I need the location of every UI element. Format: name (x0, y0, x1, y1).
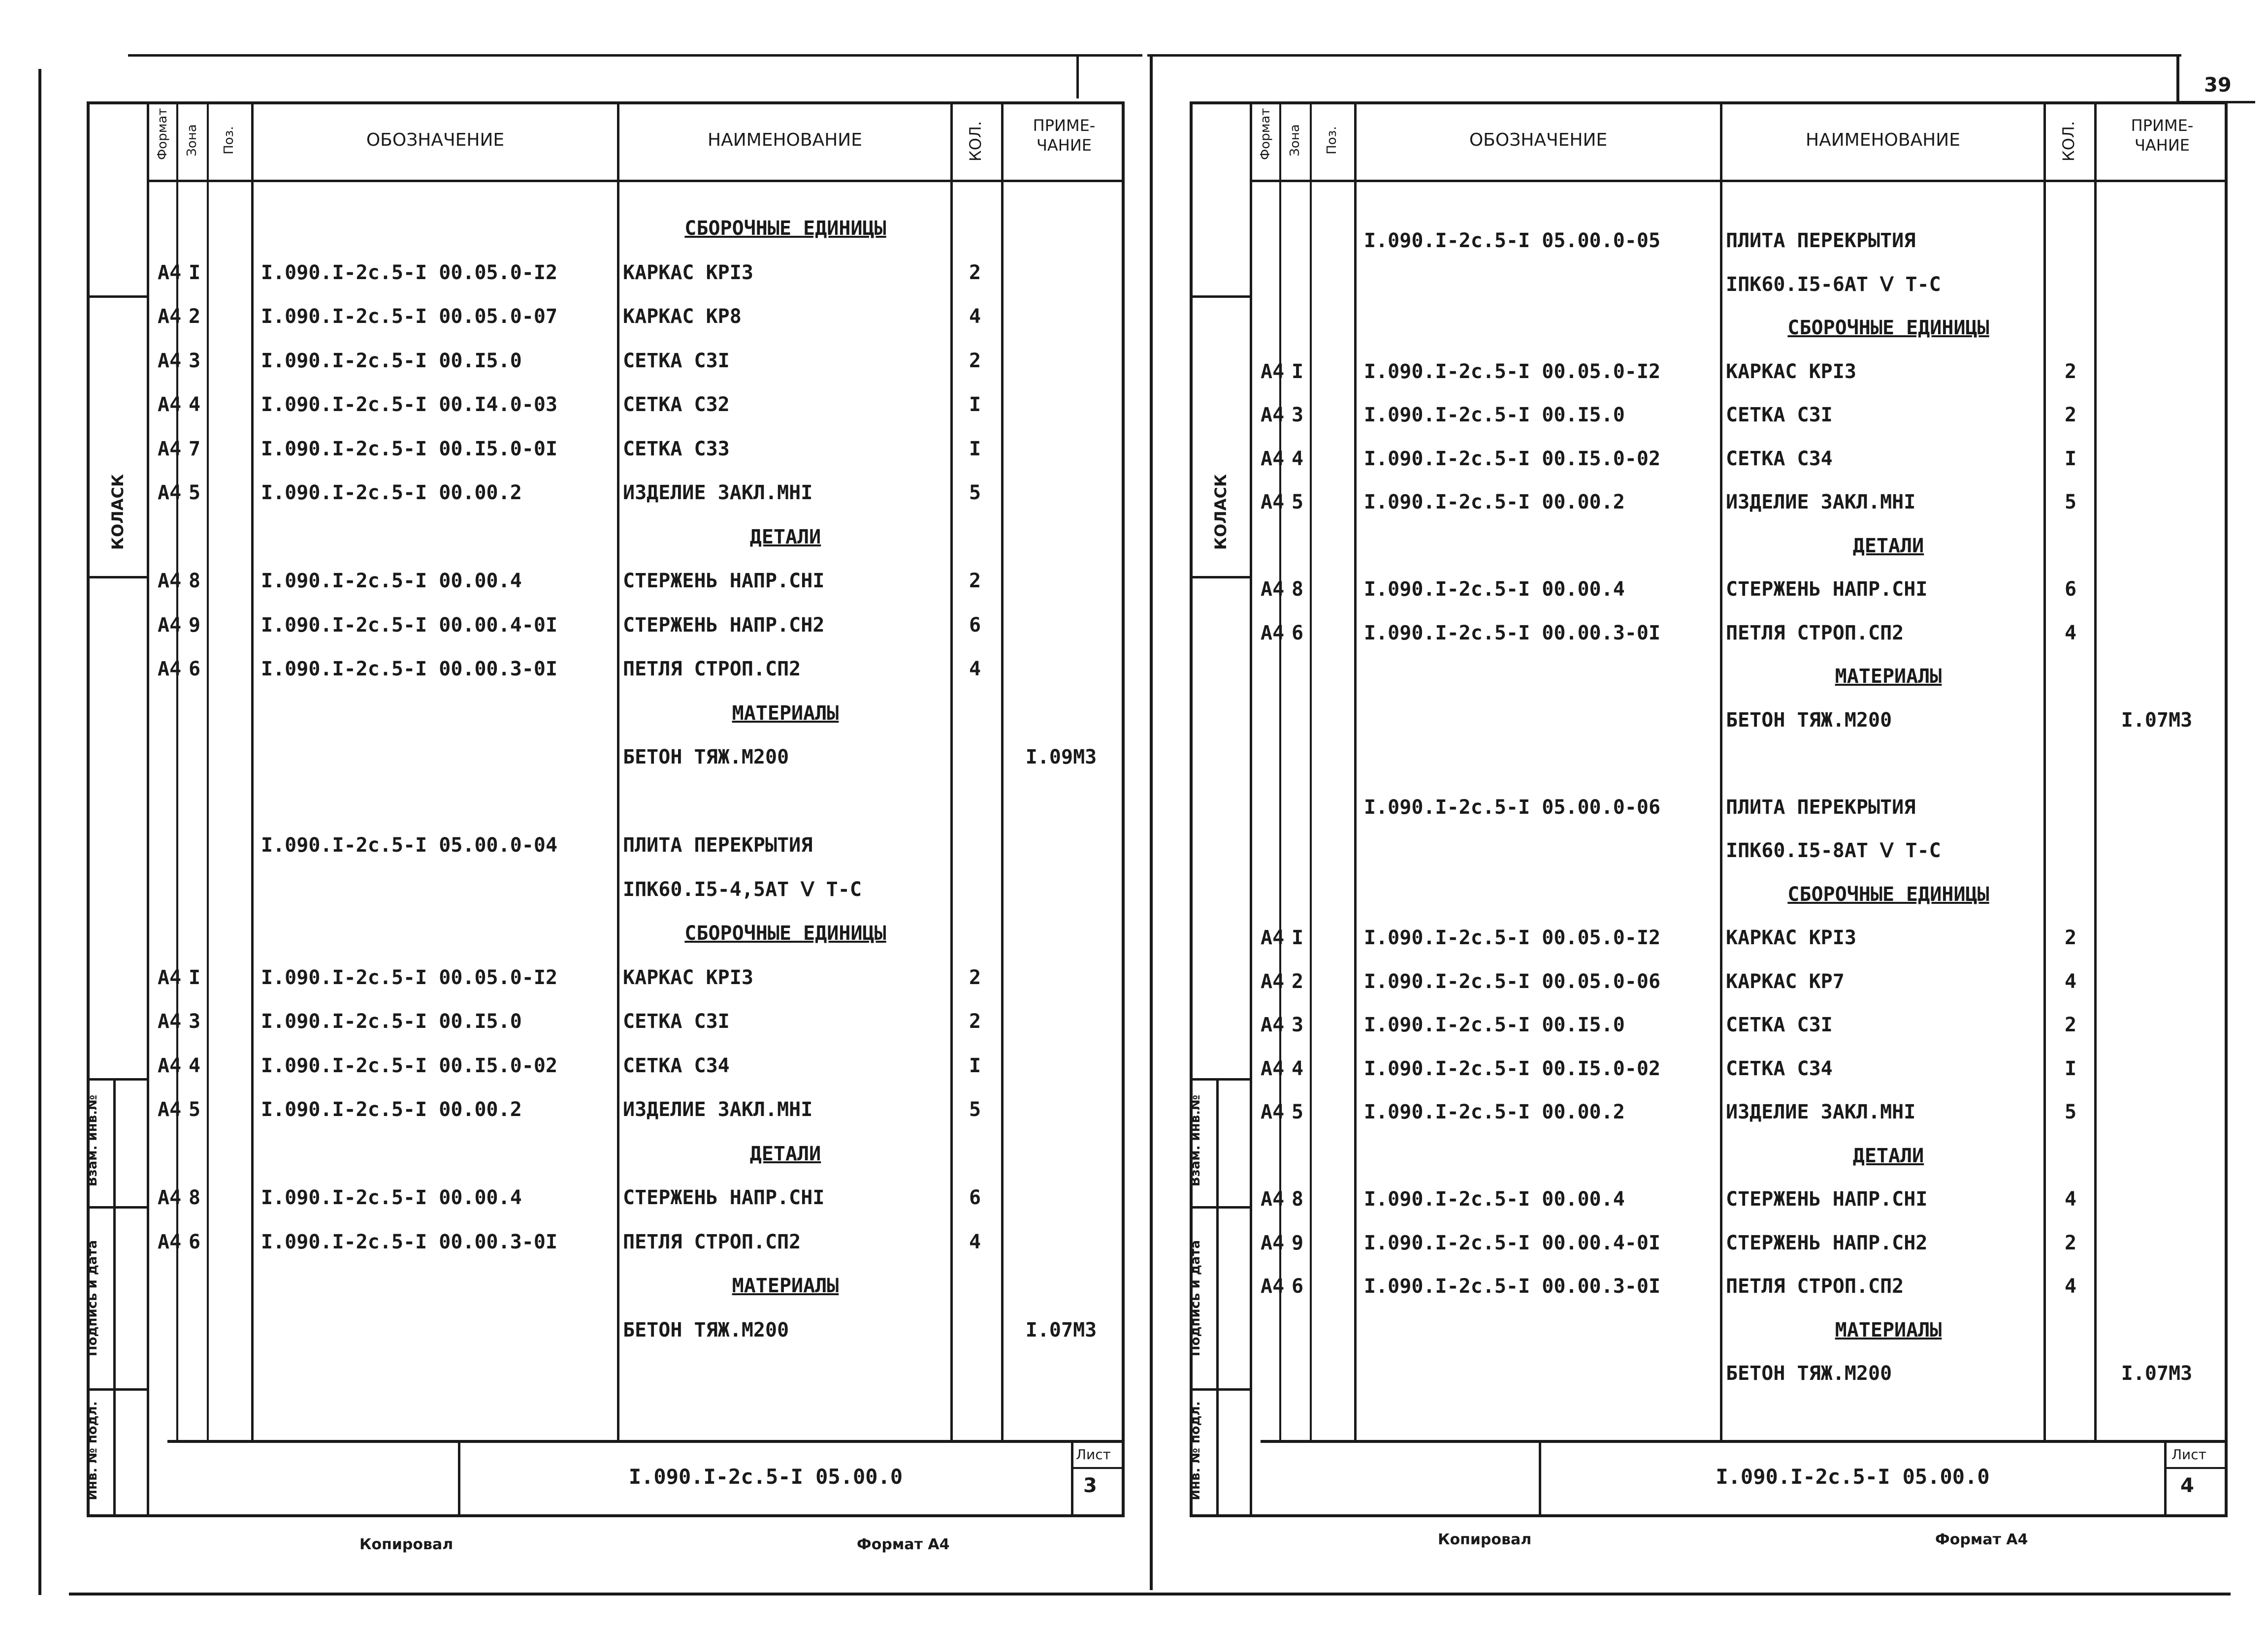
format-cell: А4 (1261, 621, 1285, 644)
position-cell: 6 (188, 658, 201, 680)
name-cell: БЕТОН ТЯЖ.М200 (1726, 1362, 1892, 1385)
position-cell: 3 (188, 349, 201, 372)
designation-cell: I.090.I-2c.5-I 00.00.3-0I (261, 658, 558, 680)
spec-row (1251, 568, 2228, 611)
format-cell: А4 (1261, 1275, 1285, 1298)
quantity-cell: 4 (2064, 970, 2077, 993)
right-stamp-top (1261, 1440, 2228, 1443)
right-sheet-label: Лист (2171, 1446, 2206, 1463)
right-margin-box-line1 (1190, 295, 1251, 298)
left-tab-mark (1076, 54, 1079, 98)
spec-row (148, 1309, 1125, 1352)
designation-cell: I.090.I-2c.5-I 00.I5.0-0I (261, 437, 558, 460)
left-stamp-code: I.090.I-2c.5-I 05.00.0 (628, 1465, 903, 1489)
name-cell: ПЕТЛЯ СТРОП.СП2 (623, 658, 801, 680)
format-cell: А4 (158, 658, 182, 680)
quantity-cell: 2 (969, 570, 981, 592)
quantity-cell: 2 (969, 349, 981, 372)
section-heading-row (148, 1264, 1125, 1308)
left-hdr-name: НАИМЕНОВАНИЕ (708, 130, 862, 150)
name-cell: СТЕРЖЕНЬ НАПР.СНI (623, 1186, 825, 1209)
quantity-cell: 2 (969, 1010, 981, 1033)
spec-row (148, 647, 1125, 691)
name-cell: СБОРОЧНЫЕ ЕДИНИЦЫ (1787, 883, 1989, 906)
spec-row (148, 868, 1125, 911)
outer-bottom-border (69, 1593, 2231, 1596)
name-cell: ИЗДЕЛИЕ ЗАКЛ.МНI (1726, 1101, 1916, 1123)
name-cell: ПЛИТА ПЕРЕКРЫТИЯ (623, 834, 813, 857)
position-cell: 5 (188, 1098, 201, 1121)
left-vzam-label: Взам. инв.№ (85, 1094, 100, 1187)
name-cell: СТЕРЖЕНЬ НАПР.СН2 (623, 613, 825, 637)
designation-cell: I.090.I-2c.5-I 00.05.0-I2 (1364, 926, 1661, 949)
left-margin-box-line4 (87, 1078, 148, 1081)
designation-cell: I.090.I-2c.5-I 00.00.4 (261, 570, 522, 592)
name-cell: МАТЕРИАЛЫ (732, 702, 839, 725)
designation-cell: I.090.I-2c.5-I 00.00.2 (261, 1098, 522, 1121)
format-cell: А4 (158, 1054, 182, 1077)
top-rule-left (128, 54, 1142, 57)
quantity-cell: 4 (969, 658, 981, 680)
designation-cell: I.090.I-2c.5-I 00.I5.0 (1364, 1014, 1625, 1036)
section-heading-row (148, 692, 1125, 735)
position-cell: 2 (188, 305, 201, 328)
position-cell: 4 (1291, 1057, 1304, 1080)
position-cell: 5 (1291, 491, 1304, 513)
designation-cell: I.090.I-2c.5-I 00.00.2 (261, 481, 522, 504)
format-cell: А4 (158, 393, 182, 416)
spec-row (1251, 437, 2228, 480)
quantity-cell: 6 (2064, 578, 2077, 601)
spec-row (1251, 1221, 2228, 1265)
spec-row (148, 1044, 1125, 1087)
name-cell: СТЕРЖЕНЬ НАПР.СНI (623, 570, 825, 592)
spec-row (148, 1088, 1125, 1131)
left-stamp-top (167, 1440, 1125, 1443)
left-margin-box-line5 (87, 1206, 148, 1209)
quantity-cell: 5 (2064, 1101, 2077, 1123)
right-hdr-format: Формат (1258, 108, 1273, 160)
name-cell: ПЕТЛЯ СТРОП.СП2 (1726, 621, 1904, 644)
position-cell: 6 (1291, 621, 1304, 644)
left-hdr-qty: КОЛ. (966, 121, 985, 161)
name-cell: СТЕРЖЕНЬ НАПР.СНI (1726, 578, 1928, 601)
name-cell: СБОРОЧНЫЕ ЕДИНИЦЫ (684, 217, 886, 240)
spec-row (1251, 1047, 2228, 1090)
name-cell: IПК60.I5-4,5АТ Ⅴ Т-С (623, 878, 862, 901)
name-cell: ИЗДЕЛИЕ ЗАКЛ.МНI (623, 1098, 813, 1121)
left-sheet-label: Лист (1076, 1446, 1111, 1463)
spec-row (1251, 393, 2228, 437)
right-footer-format: Формат А4 (1935, 1531, 2028, 1548)
spec-row (1251, 219, 2228, 262)
format-cell: А4 (158, 1186, 182, 1209)
spec-row (148, 383, 1125, 426)
right-hdr-pos: Поз. (1325, 126, 1339, 155)
left-margin-box-line6 (87, 1388, 148, 1391)
right-stamp-div3 (2164, 1467, 2228, 1469)
quantity-cell: I (969, 1054, 981, 1077)
name-cell: СЕТКА С32 (623, 393, 730, 416)
spec-row (1251, 1352, 2228, 1395)
designation-cell: I.090.I-2c.5-I 00.05.0-I2 (261, 261, 558, 284)
section-heading-row (148, 207, 1125, 250)
section-heading-row (1251, 524, 2228, 568)
name-cell: ДЕТАЛИ (1852, 1144, 1924, 1167)
left-stamp-div3 (1071, 1467, 1125, 1469)
spec-row (1251, 786, 2228, 829)
name-cell: СБОРОЧНЫЕ ЕДИНИЦЫ (1787, 317, 1989, 339)
position-cell: 7 (188, 437, 201, 460)
position-cell: 3 (1291, 1014, 1304, 1036)
name-cell: БЕТОН ТЯЖ.М200 (623, 1318, 789, 1341)
spec-row (1251, 1178, 2228, 1221)
quantity-cell: 2 (2064, 1231, 2077, 1254)
quantity-cell: 2 (2064, 926, 2077, 949)
position-cell: 6 (188, 1230, 201, 1253)
section-heading-row (1251, 1309, 2228, 1352)
format-cell: А4 (1261, 447, 1285, 470)
left-hdr-zone: Зона (185, 124, 199, 157)
section-heading-row (1251, 306, 2228, 350)
position-cell: 8 (1291, 1188, 1304, 1211)
center-fold (1150, 54, 1153, 1590)
name-cell: СТЕРЖЕНЬ НАПР.СН2 (1726, 1231, 1928, 1254)
name-cell: СБОРОЧНЫЕ ЕДИНИЦЫ (684, 922, 886, 945)
designation-cell: I.090.I-2c.5-I 00.00.4-0I (1364, 1231, 1661, 1254)
spec-row (148, 471, 1125, 514)
spec-row (148, 1000, 1125, 1043)
quantity-cell: 5 (969, 1098, 981, 1121)
left-podpis-label: Подпись и дата (85, 1240, 100, 1357)
format-cell: А4 (1261, 1057, 1285, 1080)
name-cell: СТЕРЖЕНЬ НАПР.СНI (1726, 1188, 1928, 1211)
name-cell: КАРКАС КРI3 (623, 966, 753, 989)
position-cell: 9 (188, 613, 201, 637)
name-cell: ДЕТАЛИ (1852, 534, 1924, 557)
page-number-bracket (2176, 54, 2179, 103)
right-podpis-label: Подпись и дата (1188, 1240, 1203, 1357)
note-cell: I.07М3 (1025, 1318, 1097, 1341)
format-cell: А4 (1261, 970, 1285, 993)
left-hdr-pos: Поз. (222, 126, 236, 155)
section-heading-row (148, 515, 1125, 559)
name-cell: ПЕТЛЯ СТРОП.СП2 (1726, 1275, 1904, 1298)
designation-cell: I.090.I-2c.5-I 00.I5.0 (261, 349, 522, 372)
position-cell: 8 (188, 1186, 201, 1209)
note-cell: I.07М3 (2121, 1362, 2193, 1385)
format-cell: А4 (158, 1098, 182, 1121)
quantity-cell: 2 (969, 966, 981, 989)
name-cell: МАТЕРИАЛЫ (1835, 665, 1942, 688)
spec-row (1251, 480, 2228, 524)
name-cell: СЕТКА С34 (623, 1054, 730, 1077)
designation-cell: I.090.I-2c.5-I 00.I5.0-02 (1364, 1057, 1661, 1080)
right-hdr-designation: ОБОЗНАЧЕНИЕ (1469, 130, 1608, 150)
designation-cell: I.090.I-2c.5-I 00.00.3-0I (1364, 621, 1661, 644)
quantity-cell: I (969, 393, 981, 416)
right-hdr-name: НАИМЕНОВАНИЕ (1806, 130, 1960, 150)
note-cell: I.07М3 (2121, 708, 2193, 732)
right-margin-box-line4 (1190, 1078, 1251, 1081)
name-cell: IПК60.I5-8АТ Ⅴ Т-С (1726, 839, 1941, 862)
designation-cell: I.090.I-2c.5-I 00.00.2 (1364, 1101, 1625, 1123)
format-cell: А4 (158, 437, 182, 460)
spec-row (1251, 742, 2228, 785)
name-cell: ПЛИТА ПЕРЕКРЫТИЯ (1726, 796, 1916, 819)
format-cell: А4 (158, 613, 182, 637)
position-cell: I (188, 966, 201, 989)
left-header-bottom (147, 180, 1125, 182)
quantity-cell: 2 (2064, 1014, 2077, 1036)
format-cell: А4 (1261, 1188, 1285, 1211)
position-cell: 5 (1291, 1101, 1304, 1123)
format-cell: А4 (158, 1230, 182, 1253)
name-cell: СЕТКА С3I (623, 349, 730, 372)
designation-cell: I.090.I-2c.5-I 00.05.0-06 (1364, 970, 1661, 993)
quantity-cell: 2 (2064, 360, 2077, 383)
spec-row (1251, 611, 2228, 655)
right-kolaks-label: КОЛАСК (1211, 474, 1230, 550)
spec-row (148, 956, 1125, 999)
right-footer-copied: Копировал (1438, 1531, 1532, 1548)
position-cell: I (1291, 360, 1304, 383)
format-cell: А4 (158, 570, 182, 592)
spec-row (1251, 350, 2228, 393)
left-hdr-format: Формат (155, 108, 170, 160)
position-cell: 3 (188, 1010, 201, 1033)
left-stamp-div2 (1071, 1440, 1073, 1517)
right-vzam-label: Взам. инв.№ (1188, 1094, 1203, 1187)
name-cell: БЕТОН ТЯЖ.М200 (623, 746, 789, 768)
designation-cell: I.090.I-2c.5-I 00.I5.0-02 (1364, 447, 1661, 470)
name-cell: КАРКАС КР8 (623, 305, 742, 328)
spec-row (1251, 1003, 2228, 1047)
format-cell: А4 (158, 349, 182, 372)
position-cell: I (188, 261, 201, 284)
spec-row (1251, 916, 2228, 959)
designation-cell: I.090.I-2c.5-I 00.00.4 (1364, 578, 1625, 601)
position-cell: 4 (188, 1054, 201, 1077)
format-cell: А4 (1261, 491, 1285, 513)
format-cell: А4 (1261, 578, 1285, 601)
right-hdr-qty: КОЛ. (2059, 121, 2078, 161)
section-heading-row (148, 1132, 1125, 1176)
left-inv-label: Инв. № подл. (85, 1401, 100, 1500)
position-cell: 5 (188, 481, 201, 504)
designation-cell: I.090.I-2c.5-I 00.00.4 (261, 1186, 522, 1209)
position-cell: 2 (1291, 970, 1304, 993)
name-cell: МАТЕРИАЛЫ (732, 1275, 839, 1297)
right-sheet-number: 4 (2180, 1474, 2194, 1497)
name-cell: СЕТКА С3I (1726, 404, 1833, 426)
top-rule-right (1147, 54, 2181, 57)
right-hdr-zone: Зона (1288, 124, 1302, 157)
name-cell: ДЕТАЛИ (749, 525, 821, 548)
spec-row (148, 295, 1125, 338)
designation-cell: I.090.I-2c.5-I 00.I5.0 (261, 1010, 522, 1033)
format-cell: А4 (158, 481, 182, 504)
spec-row (1251, 699, 2228, 742)
designation-cell: I.090.I-2c.5-I 05.00.0-04 (261, 834, 558, 857)
format-cell: А4 (158, 305, 182, 328)
quantity-cell: 5 (969, 481, 981, 504)
left-margin-box-line1 (87, 295, 148, 298)
right-stamp-div2 (2164, 1440, 2167, 1517)
quantity-cell: 4 (969, 305, 981, 328)
left-hdr-note: ПРИМЕ- ЧАНИЕ (1033, 116, 1096, 155)
name-cell: СЕТКА С34 (1726, 1057, 1833, 1080)
quantity-cell: 6 (969, 613, 981, 637)
designation-cell: I.090.I-2c.5-I 00.05.0-I2 (261, 966, 558, 989)
left-margin-box-line3 (113, 1078, 116, 1516)
position-cell: 4 (1291, 447, 1304, 470)
designation-cell: I.090.I-2c.5-I 00.I4.0-03 (261, 393, 558, 416)
name-cell: СЕТКА С3I (623, 1010, 730, 1033)
section-heading-row (148, 912, 1125, 955)
page-number: 39 (2204, 74, 2232, 96)
name-cell: СЕТКА С3I (1726, 1014, 1833, 1036)
position-cell: 4 (188, 393, 201, 416)
name-cell: ИЗДЕЛИЕ ЗАКЛ.МНI (1726, 491, 1916, 513)
designation-cell: I.090.I-2c.5-I 00.00.4 (1364, 1188, 1625, 1211)
designation-cell: I.090.I-2c.5-I 00.00.4-0I (261, 613, 558, 637)
quantity-cell: 5 (2064, 491, 2077, 513)
right-margin-box-line2 (1190, 576, 1251, 578)
position-cell: 8 (1291, 578, 1304, 601)
quantity-cell: 6 (969, 1186, 981, 1209)
name-cell: ДЕТАЛИ (749, 1142, 821, 1165)
right-margin-box-line6 (1190, 1388, 1251, 1391)
position-cell: 6 (1291, 1275, 1304, 1298)
designation-cell: I.090.I-2c.5-I 05.00.0-05 (1364, 229, 1661, 252)
outer-left-border (38, 69, 41, 1595)
spec-row (1251, 263, 2228, 306)
position-cell: 9 (1291, 1231, 1304, 1254)
designation-cell: I.090.I-2c.5-I 00.00.3-0I (261, 1230, 558, 1253)
spec-row (148, 604, 1125, 647)
spec-row (148, 824, 1125, 867)
format-cell: А4 (1261, 404, 1285, 426)
quantity-cell: 2 (969, 261, 981, 284)
name-cell: СЕТКА С34 (1726, 447, 1833, 470)
format-cell: А4 (1261, 360, 1285, 383)
section-heading-row (1251, 1134, 2228, 1178)
left-kolaks-label: КОЛАСК (108, 474, 127, 550)
spec-row (148, 1176, 1125, 1219)
name-cell: КАРКАС КРI3 (1726, 926, 1856, 949)
name-cell: IПК60.I5-6АТ Ⅴ Т-С (1726, 273, 1941, 296)
spec-row (148, 427, 1125, 471)
spec-row (148, 780, 1125, 823)
format-cell: А4 (158, 966, 182, 989)
quantity-cell: 4 (2064, 1188, 2077, 1211)
right-inv-label: Инв. № подл. (1188, 1401, 1203, 1500)
name-cell: ИЗДЕЛИЕ ЗАКЛ.МНI (623, 481, 813, 504)
left-sheet-number: 3 (1083, 1474, 1097, 1497)
name-cell: КАРКАС КРI3 (623, 261, 753, 284)
right-margin-box-line5 (1190, 1206, 1251, 1209)
left-margin-box-line2 (87, 576, 148, 578)
position-cell: I (1291, 926, 1304, 949)
left-footer-copied: Копировал (359, 1536, 454, 1553)
designation-cell: I.090.I-2c.5-I 00.I5.0-02 (261, 1054, 558, 1077)
quantity-cell: 2 (2064, 404, 2077, 426)
quantity-cell: 4 (2064, 1275, 2077, 1298)
designation-cell: I.090.I-2c.5-I 00.05.0-I2 (1364, 360, 1661, 383)
name-cell: ПЕТЛЯ СТРОП.СП2 (623, 1230, 801, 1253)
right-header-bottom (1250, 180, 2228, 182)
designation-cell: I.090.I-2c.5-I 00.00.3-0I (1364, 1275, 1661, 1298)
designation-cell: I.090.I-2c.5-I 00.00.2 (1364, 491, 1625, 513)
designation-cell: I.090.I-2c.5-I 00.05.0-07 (261, 305, 558, 328)
position-cell: 8 (188, 570, 201, 592)
quantity-cell: 4 (2064, 621, 2077, 644)
spec-row (148, 559, 1125, 603)
right-hdr-note: ПРИМЕ- ЧАНИЕ (2131, 116, 2194, 155)
note-cell: I.09М3 (1025, 746, 1097, 768)
right-stamp-code: I.090.I-2c.5-I 05.00.0 (1716, 1465, 1990, 1489)
position-cell: 3 (1291, 404, 1304, 426)
section-heading-row (1251, 873, 2228, 916)
quantity-cell: I (2064, 447, 2077, 470)
name-cell: БЕТОН ТЯЖ.М200 (1726, 708, 1892, 732)
designation-cell: I.090.I-2c.5-I 05.00.0-06 (1364, 796, 1661, 819)
left-footer-format: Формат А4 (857, 1536, 950, 1553)
name-cell: КАРКАС КРI3 (1726, 360, 1856, 383)
right-margin-box-line3 (1216, 1078, 1219, 1516)
quantity-cell: I (2064, 1057, 2077, 1080)
section-heading-row (1251, 655, 2228, 698)
name-cell: СЕТКА С33 (623, 437, 730, 460)
spec-row (1251, 1090, 2228, 1134)
spec-row (148, 339, 1125, 383)
format-cell: А4 (1261, 1231, 1285, 1254)
left-hdr-designation: ОБОЗНАЧЕНИЕ (366, 130, 505, 150)
designation-cell: I.090.I-2c.5-I 00.I5.0 (1364, 404, 1625, 426)
format-cell: А4 (158, 261, 182, 284)
quantity-cell: I (969, 437, 981, 460)
spec-row (1251, 1265, 2228, 1308)
format-cell: А4 (158, 1010, 182, 1033)
name-cell: ПЛИТА ПЕРЕКРЫТИЯ (1726, 229, 1916, 252)
spec-row (1251, 829, 2228, 872)
format-cell: А4 (1261, 926, 1285, 949)
name-cell: КАРКАС КР7 (1726, 970, 1845, 993)
spec-row (148, 1220, 1125, 1264)
name-cell: МАТЕРИАЛЫ (1835, 1318, 1942, 1341)
spec-row (148, 735, 1125, 779)
spec-row (1251, 960, 2228, 1003)
format-cell: А4 (1261, 1101, 1285, 1123)
spec-row (148, 251, 1125, 294)
quantity-cell: 4 (969, 1230, 981, 1253)
format-cell: А4 (1261, 1014, 1285, 1036)
